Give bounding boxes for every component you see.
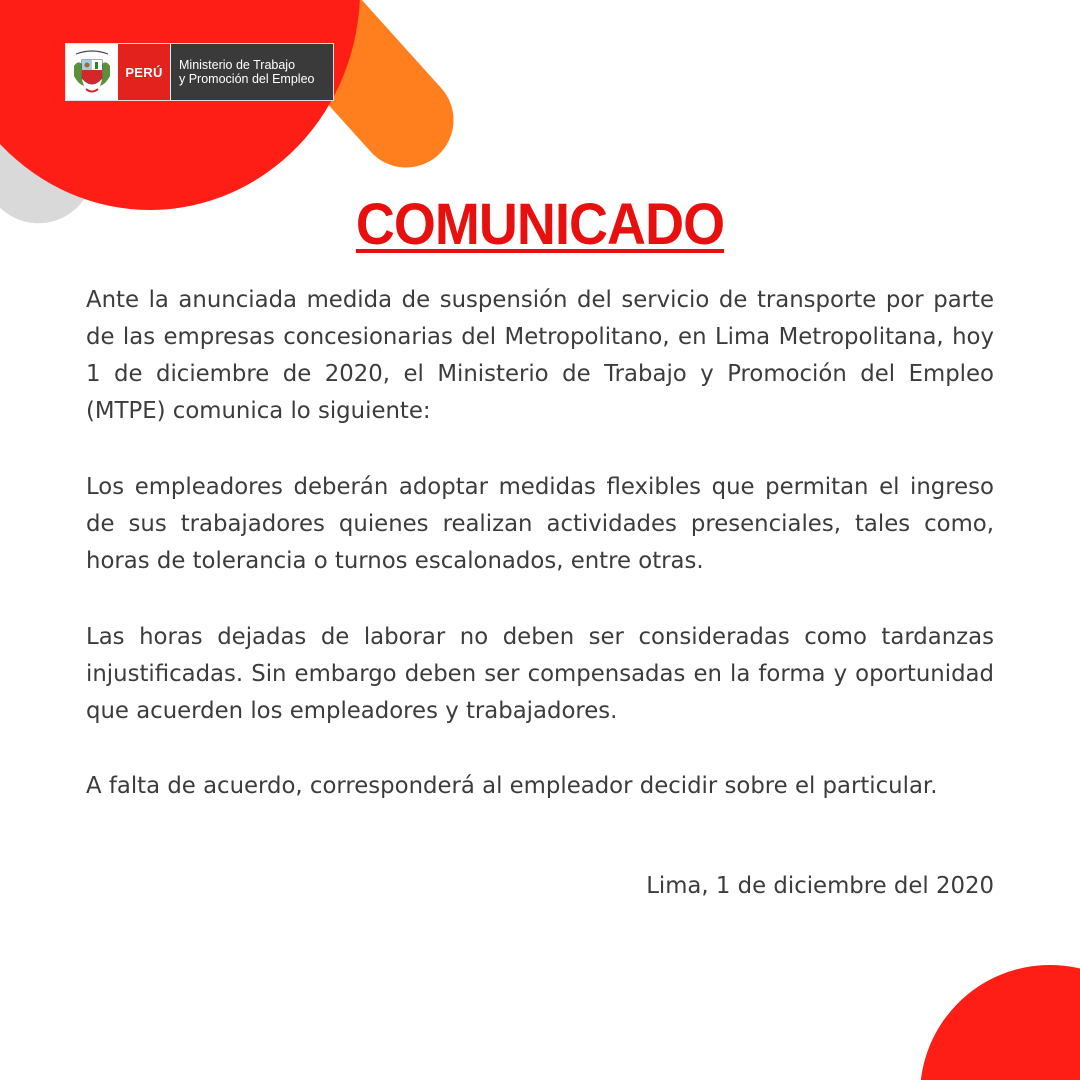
paragraph-flexible-measures: Los empleadores deberán adoptar medidas flexibles que permitan el ingreso de sus trabajadores quienes realizan actividades presenciales, tales como, horas de tolerancia o turnos escalonados, entre otras. [86,474,994,574]
page-title [38,192,1042,258]
bottom-red-circle [920,965,1080,1080]
top-red-circle [0,0,360,210]
logo-ministry-line1: Ministerio de Trabajo [179,58,296,72]
ministry-logo [66,44,333,100]
logo-country-label: PERÚ [118,44,170,100]
peru-coat-of-arms-icon [66,44,118,100]
paragraph-compensation: Las horas dejadas de laborar no deben ser consideradas como tardanzas injustificadas. Sin embargo deben ser compensadas en la forma y oportunidad que acuerden los empleadores y trabajadores. [86,624,994,724]
page-title-text: COMUNICADO [355,192,725,257]
date-signature: Lima, 1 de diciembre del 2020 [646,873,994,899]
paragraph-no-agreement: A falta de acuerdo, corresponderá al empleador decidir sobre el particular. [86,773,938,799]
paragraph-intro: Ante la anunciada medida de suspensión del servicio de transporte por parte de las empresas concesionarias del Metropolitano, en Lima Metropolitana, hoy 1 de diciembre de 2020, el Ministerio de Trabajo y Promoción del Empleo (MTPE) comunica lo siguiente: [86,287,994,424]
logo-ministry-name [170,44,333,100]
logo-ministry-line2: y Promoción del Empleo [179,72,315,86]
